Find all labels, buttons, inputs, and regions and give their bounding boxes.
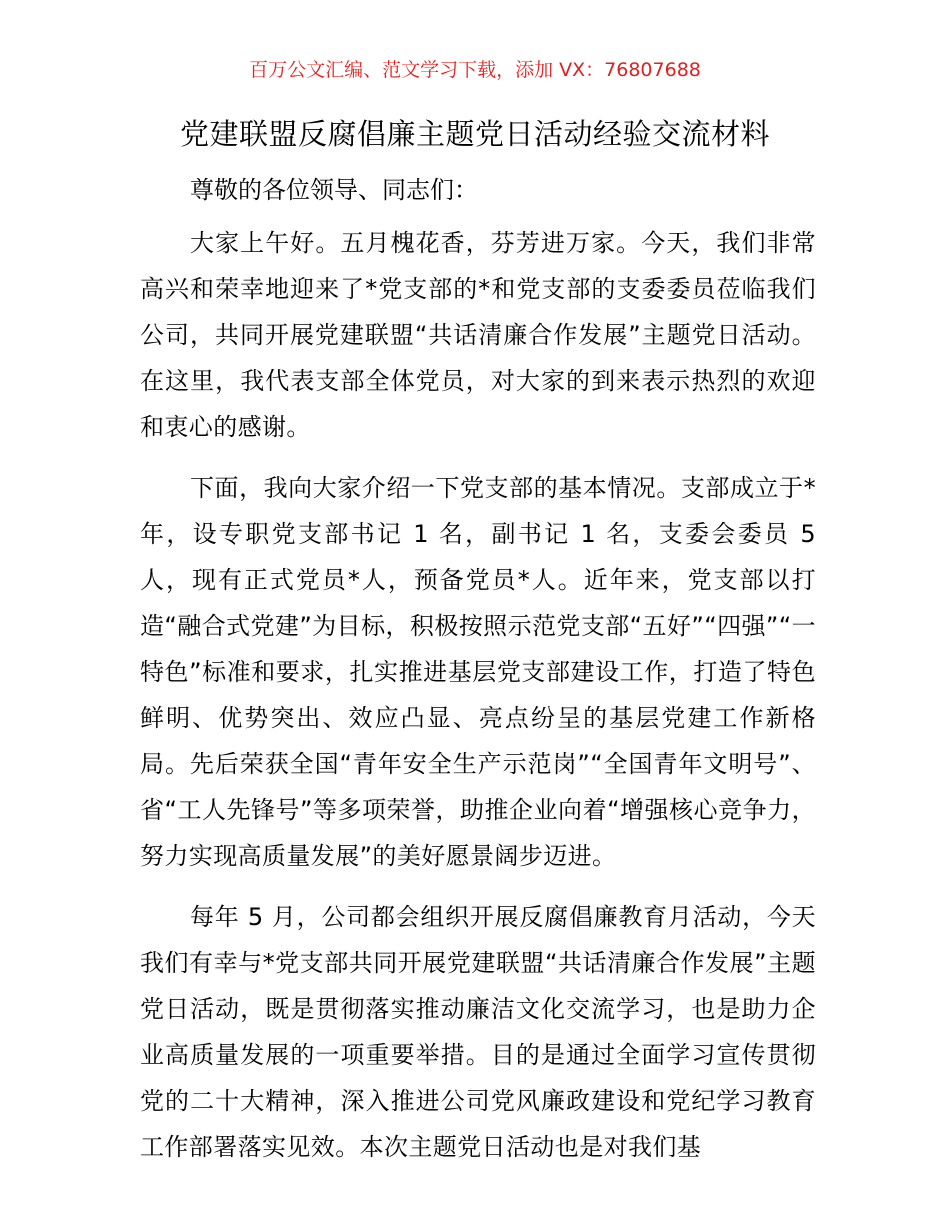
document-body <box>140 167 816 1170</box>
paragraph-welcome: 大家上午好。五月槐花香，芬芳进万家。今天，我们非常高兴和荣幸地迎来了*党支部的*和党支部的支委委员莅临我们公司，共同开展党建联盟“共话清廉合作发展”主题党日活动。在这里，我代表支部全体党员，对大家的到来表示热烈的欢迎和衷心的感谢。 <box>140 229 816 441</box>
header-banner: 百万公文汇编、范文学习下载，添加 VX：76807688 <box>249 59 701 81</box>
paragraph-activity-purpose: 每年 5 月，公司都会组织开展反腐倡廉教育月活动，今天我们有幸与*党支部共同开展党建联盟“共话清廉合作发展”主题党日活动，既是贯彻落实推动廉洁文化交流学习，也是助力企业高质量发展的一项重要举措。目的是通过全面学习宣传贯彻党的二十大精神，深入推进公司党风廉政建设和党纪学习教育工作部署落实见效。本次主题党日活动也是对我们基 <box>140 903 816 1161</box>
paragraph-branch-overview: 下面，我向大家介绍一下党支部的基本情况。支部成立于*年，设专职党支部书记 1 名，副书记 1 名，支委会委员 5 人，现有正式党员*人，预备党员*人。近年来，党支部以打造“融合式党建”为目标，积极按照示范党支部“五好”“四强”“一特色”标准和要求，扎实推进基层党支部建设工作，打造了特色鲜明、优势突出、效应凸显、亮点纷呈的基层党建工作新格局。先后荣获全国“青年安全生产示范岗”“全国青年文明号”、省“工人先锋号”等多项荣誉，助推企业向着“增强核心竞争力，努力实现高质量发展”的美好愿景阔步迈进。 <box>140 474 816 870</box>
greeting: 尊敬的各位领导、同志们： <box>190 176 478 204</box>
document-title: 党建联盟反腐倡廉主题党日活动经验交流材料 <box>179 117 770 151</box>
